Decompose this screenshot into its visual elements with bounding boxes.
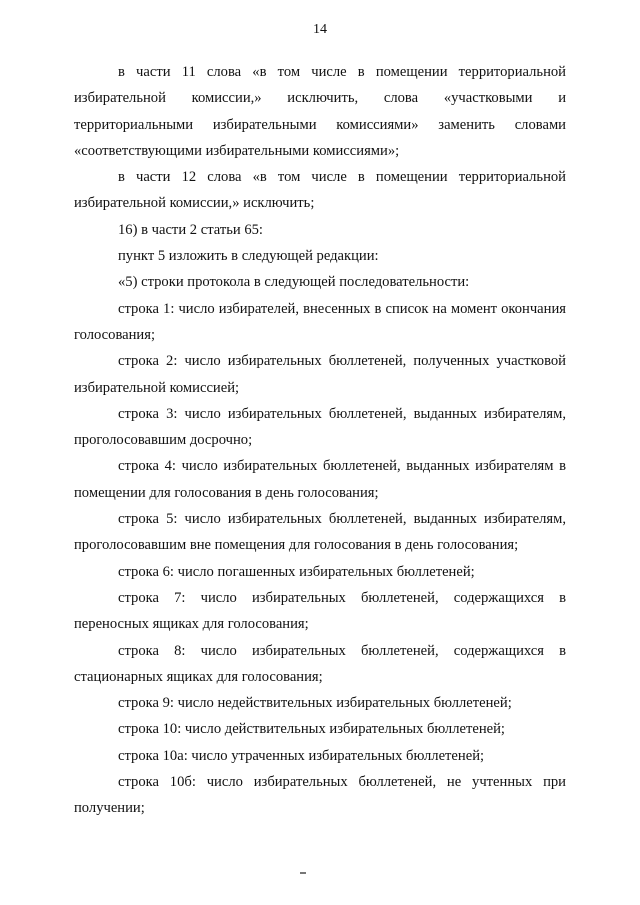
paragraph-line-10a: строка 10а: число утраченных избирательных бюллетеней; [118,747,485,764]
page-number: 14 [313,22,327,37]
paragraph-line-5: строка 5: число избирательных бюллетеней, выданных избирателям, проголосовавшим вне помещения для голосования в день голосования; [74,511,566,554]
paragraph-line-4: строка 4: число избирательных бюллетеней, выданных избирателям в помещении для голосования в день голосования; [74,458,566,501]
paragraph-line-8: строка 8: число избирательных бюллетеней, содержащихся в стационарных ящиках для голосования; [74,642,566,685]
paragraph-line-6: строка 6: число погашенных избирательных бюллетеней; [118,563,475,580]
paragraph-part-11-amendment: в части 11 слова «в том числе в помещении территориальной избирательной комиссии,» исключить, слова «участковыми и территориальными избирательными комиссиями» заменить словами «соответствующими избирательными комиссиями»; [74,64,566,159]
paragraph-part-12-amendment: в части 12 слова «в том числе в помещении территориальной избирательной комиссии,» исключить; [74,169,566,212]
paragraph-article-65-item: 16) в части 2 статьи 65: [118,221,263,238]
paragraph-line-10b: строка 10б: число избирательных бюллетеней, не учтенных при получении; [74,774,566,817]
paragraph-line-7: строка 7: число избирательных бюллетеней, содержащихся в переносных ящиках для голосования; [74,589,566,633]
scan-artifact-mark [300,872,306,874]
paragraph-protocol-lines-intro: «5) строки протокола в следующей последовательности: [118,274,470,291]
paragraph-line-9: строка 9: число недействительных избирательных бюллетеней; [118,695,512,712]
paragraph-line-10: строка 10: число действительных избирательных бюллетеней; [118,721,505,738]
paragraph-point-5-intro: пункт 5 изложить в следующей редакции: [118,248,379,265]
paragraph-line-2: строка 2: число избирательных бюллетеней, полученных участковой избирательной комиссией; [74,353,566,396]
paragraph-line-3: строка 3: число избирательных бюллетеней, выданных избирателям, проголосовавшим досрочно; [74,405,566,449]
paragraph-line-1: строка 1: число избирателей, внесенных в список на момент окончания голосования; [74,300,566,343]
document-body [74,59,566,822]
